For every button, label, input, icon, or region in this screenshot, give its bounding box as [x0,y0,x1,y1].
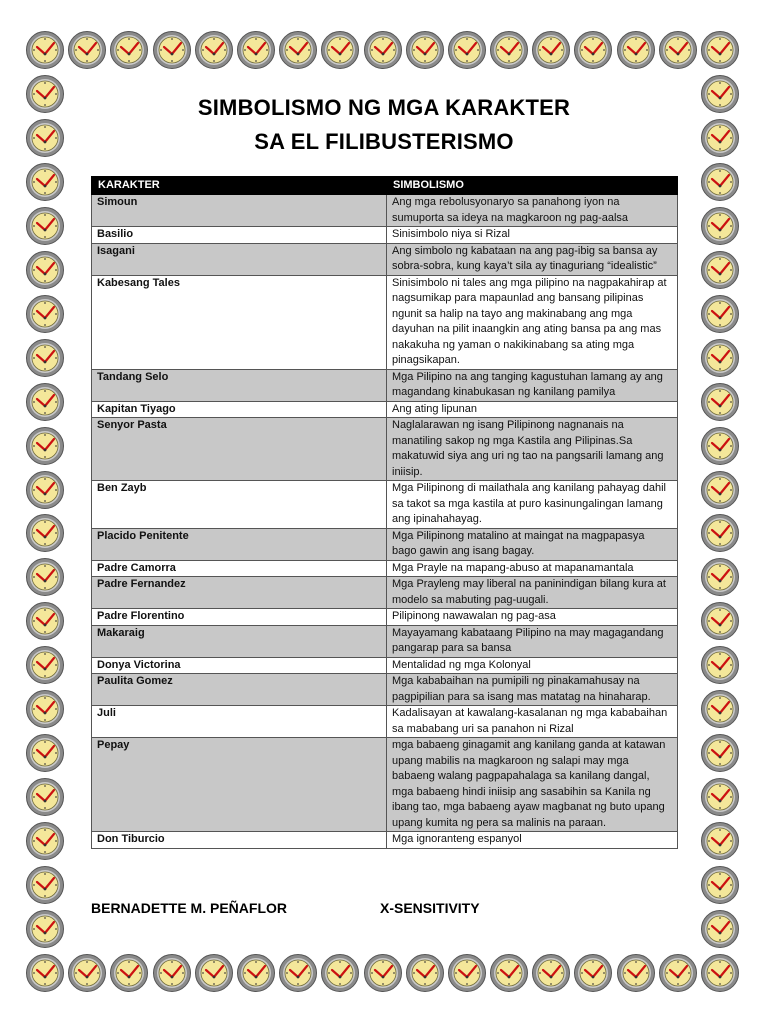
clock-icon [320,30,360,70]
clock-icon [194,30,234,70]
table-row [92,577,678,609]
clock-icon [25,601,65,641]
character-cell: Padre Camorra [92,560,387,577]
character-cell: Paulita Gomez [92,674,387,706]
table-row [92,195,678,227]
table-row [92,706,678,738]
clock-icon [489,30,529,70]
character-cell: Kapitan Tiyago [92,401,387,418]
clock-icon [25,865,65,905]
clock-icon [700,513,740,553]
clock-icon [25,689,65,729]
clock-icon [447,30,487,70]
clock-icon [573,30,613,70]
clock-icon [25,645,65,685]
clock-icon [700,953,740,993]
header-simbolismo: SIMBOLISMO [387,177,678,195]
character-cell: Tandang Selo [92,369,387,401]
clock-icon [700,470,740,510]
clock-icon [25,821,65,861]
table-body [92,195,678,849]
clock-icon [700,338,740,378]
symbolism-cell: Mayayamang kabataang Pilipino na may magagandang pangarap para sa bansa [387,625,678,657]
table-row [92,674,678,706]
clock-icon [447,953,487,993]
clock-icon [700,426,740,466]
clock-icon [152,30,192,70]
clock-icon [25,953,65,993]
clock-icon [700,821,740,861]
clock-icon [236,30,276,70]
symbolism-cell: Mga kababaihan na pumipili ng pinakamahusay na pagpipilian para sa isang mas matatag na hinaharap. [387,674,678,706]
symbolism-cell: Mentalidad ng mga Kolonyal [387,657,678,674]
clock-icon [25,338,65,378]
clock-icon [700,909,740,949]
author-name: BERNADETTE M. PEÑAFLOR [91,900,287,916]
clock-icon [67,953,107,993]
clock-icon [700,689,740,729]
clock-icon [700,74,740,114]
clock-icon [700,382,740,422]
clock-icon [700,601,740,641]
character-cell: Donya Victorina [92,657,387,674]
clock-icon [489,953,529,993]
character-cell: Pepay [92,738,387,832]
clock-icon [278,953,318,993]
header-karakter: KARAKTER [92,177,387,195]
clock-icon [700,777,740,817]
clock-icon [700,865,740,905]
clock-icon [531,953,571,993]
table-row [92,418,678,481]
character-cell: Basilio [92,227,387,244]
clock-icon [363,30,403,70]
symbolism-cell: Ang mga rebolusyonaryo sa panahong iyon na sumuporta sa ideya na magkaroon ng pag-aalsa [387,195,678,227]
clock-icon [25,909,65,949]
symbolism-cell: Pilipinong nawawalan ng pag-asa [387,609,678,626]
symbolism-cell: Kadalisayan at kawalang-kasalanan ng mga kababaihan sa mababang uri sa panahon ni Rizal [387,706,678,738]
character-cell: Juli [92,706,387,738]
table-row [92,609,678,626]
clock-icon [25,30,65,70]
character-cell: Simoun [92,195,387,227]
character-cell: Makaraig [92,625,387,657]
clock-icon [658,953,698,993]
clock-icon [658,30,698,70]
table-row [92,625,678,657]
table-row [92,738,678,832]
clock-icon [700,206,740,246]
table-header-row [92,177,678,195]
table-row [92,560,678,577]
clock-icon [573,953,613,993]
clock-icon [25,513,65,553]
symbolism-cell: Mga Pilipinong di mailathala ang kanilang pahayag dahil sa takot sa mga kastila at puro kasinungalingan lamang ang ipinahahayag. [387,481,678,529]
clock-icon [25,250,65,290]
symbolism-cell: Mga Pilipinong matalino at maingat na magpapasya bago gawin ang isang bagay. [387,528,678,560]
symbolism-cell: mga babaeng ginagamit ang kanilang ganda at katawan upang mabilis na magkaroon ng salapi may mga babaeng walang pagpapahalaga sa kanilang dangal, mga babaeng hindi iniisip ang sasabihin sa Kanila ng ibang tao, mga babaeng ayaw magbanat ng buto upang upang kumita ng pera sa malinis na paraan. [387,738,678,832]
symbolism-cell: Mga Prayleng may liberal na paninindigan bilang kura at modelo sa mabuting pag-uugali. [387,577,678,609]
clock-icon [700,557,740,597]
character-cell: Padre Fernandez [92,577,387,609]
symbolism-cell: Sinisimbolo ni tales ang mga pilipino na nagpakahirap at nagsumikap para mapaunlad ang bansang pilipinas ngunit sa halip na tayo ang makinabang ang mga dayuhan na pilit inaangkin ang ating bansa pa ang mas nakakuha ng yaman o nakikinabang sa ating mga pinagsikapan. [387,275,678,369]
character-cell: Don Tiburcio [92,832,387,849]
symbolism-cell: Naglalarawan ng isang Pilipinong nagnanais na manatiling sakop ng mga Kastila ang Pilipinas.Sa makatuwid siya ang uri ng tao na pangsarili lamang ang iniisip. [387,418,678,481]
table-row [92,401,678,418]
clock-icon [700,118,740,158]
clock-icon [25,426,65,466]
clock-icon [109,30,149,70]
clock-icon [25,74,65,114]
clock-icon [25,206,65,246]
clock-icon [700,733,740,773]
clock-icon [700,645,740,685]
clock-icon [194,953,234,993]
character-cell: Ben Zayb [92,481,387,529]
clock-icon [405,30,445,70]
table-row [92,369,678,401]
clock-icon [25,470,65,510]
page-title-line1: SIMBOLISMO NG MGA KARAKTER [197,95,571,120]
symbolism-cell: Mga Pilipino na ang tanging kagustuhan lamang ay ang magandang kinabukasan ng kanilang pamilya [387,369,678,401]
clock-icon [700,162,740,202]
clock-icon [616,953,656,993]
clock-icon [109,953,149,993]
clock-icon [25,557,65,597]
clock-icon [320,953,360,993]
character-cell: Senyor Pasta [92,418,387,481]
table-row [92,227,678,244]
clock-icon [363,953,403,993]
section-name: X-SENSITIVITY [380,900,480,916]
clock-icon [25,733,65,773]
clock-icon [531,30,571,70]
clock-icon [700,30,740,70]
table-row [92,832,678,849]
table-row [92,481,678,529]
character-cell: Placido Penitente [92,528,387,560]
clock-icon [152,953,192,993]
character-cell: Isagani [92,243,387,275]
symbolism-cell: Mga Prayle na mapang-abuso at mapanamantala [387,560,678,577]
clock-icon [700,294,740,334]
clock-icon [25,382,65,422]
table-row [92,528,678,560]
clock-icon [236,953,276,993]
symbolism-cell: Ang simbolo ng kabataan na ang pag-ibig sa bansa ay sobra-sobra, kung kaya’t sila ay tinaguriang “idealistic” [387,243,678,275]
symbolism-cell: Ang ating lipunan [387,401,678,418]
table-row [92,657,678,674]
symbolism-cell: Mga ignoranteng espanyol [387,832,678,849]
clock-icon [700,250,740,290]
clock-icon [405,953,445,993]
clock-icon [25,118,65,158]
symbolism-cell: Sinisimbolo niya si Rizal [387,227,678,244]
clock-icon [25,777,65,817]
clock-icon [67,30,107,70]
clock-icon [278,30,318,70]
page-title-line2: SA EL FILIBUSTERISMO [254,129,514,154]
clock-icon [616,30,656,70]
table-row [92,243,678,275]
clock-icon [25,294,65,334]
symbolism-table [91,176,678,849]
character-cell: Padre Florentino [92,609,387,626]
character-cell: Kabesang Tales [92,275,387,369]
table-row [92,275,678,369]
clock-icon [25,162,65,202]
